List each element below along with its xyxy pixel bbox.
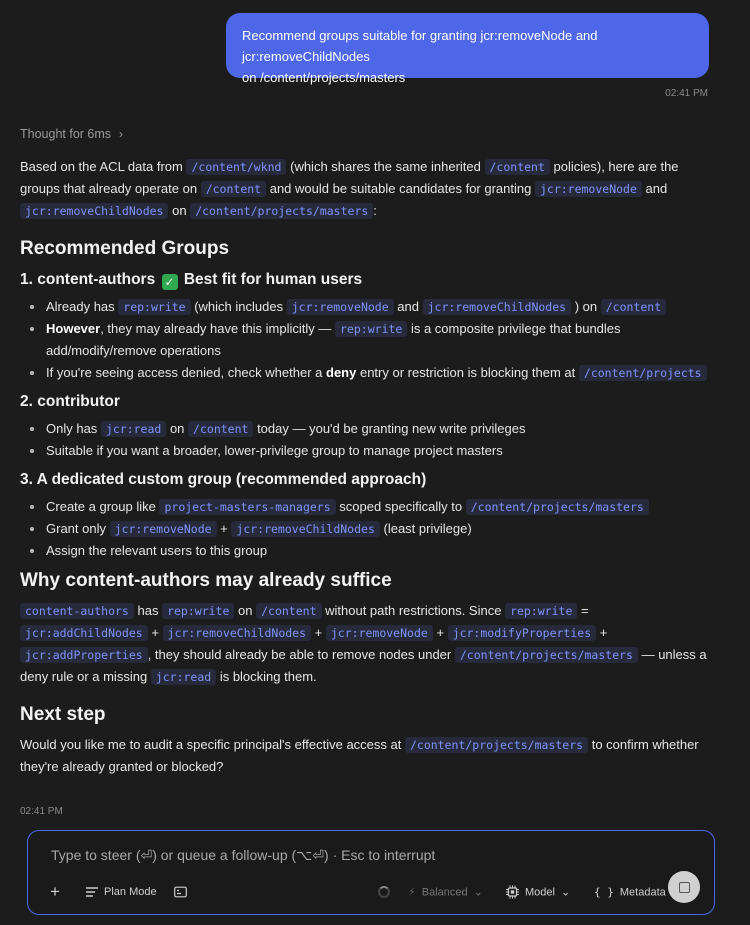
attach-context-button[interactable]: [174, 887, 187, 898]
chip-icon: [506, 886, 519, 899]
user-message-timestamp: 02:41 PM: [665, 88, 708, 99]
code-snippet: project-masters-managers: [159, 499, 335, 515]
stop-icon: [679, 882, 690, 893]
code-snippet: /content: [188, 421, 253, 437]
heading-group-3: 3. A dedicated custom group (recommended approach): [20, 471, 427, 488]
check-mark-icon: ✓: [162, 274, 178, 290]
plan-mode-label: Plan Mode: [104, 886, 157, 898]
group-1-list: [20, 296, 708, 384]
heading-why: Why content-authors may already suffice: [20, 570, 392, 591]
list-item: If you're seeing access denied, check whether a deny entry or restriction is blocking them at /content/projects: [20, 362, 708, 384]
list-item: Grant only jcr:removeNode + jcr:removeChildNodes (least privilege): [20, 518, 708, 540]
code-snippet: jcr:addProperties: [20, 647, 148, 663]
list-item: Already has rep:write (which includes jcr:removeNode and jcr:removeChildNodes ) on /content: [20, 296, 708, 318]
list-item: Assign the relevant users to this group: [20, 540, 708, 562]
thought-label: Thought for 6ms: [20, 127, 112, 141]
user-message-bubble: [226, 13, 709, 85]
code-snippet: /content/projects/masters: [466, 499, 649, 515]
heading-group-1: 1. content-authors ✓ Best fit for human users: [20, 271, 363, 289]
stop-button[interactable]: [668, 871, 700, 903]
group-3-list: [20, 496, 708, 562]
metadata-button[interactable]: [594, 886, 666, 899]
code-snippet: jcr:removeChildNodes: [423, 299, 571, 315]
code-snippet: jcr:modifyProperties: [448, 625, 596, 641]
code-snippet: jcr:read: [101, 421, 166, 437]
list-icon: [86, 887, 98, 897]
braces-icon: { }: [594, 885, 614, 899]
model-label: Model: [525, 886, 555, 898]
heading-group-2: 2. contributor: [20, 393, 120, 410]
code-snippet: content-authors: [20, 603, 134, 619]
metadata-label: Metadata: [619, 886, 666, 898]
code-snippet: jcr:removeChildNodes: [163, 625, 311, 641]
heading-recommended-groups: Recommended Groups: [20, 238, 230, 259]
code-snippet: jcr:removeNode: [110, 521, 217, 537]
balanced-label: Balanced: [421, 886, 468, 898]
chevron-down-icon: ⌄: [560, 886, 571, 899]
code-snippet: /content: [601, 299, 666, 315]
spinner-icon: [378, 886, 390, 898]
why-paragraph: content-authors has rep:write on /content without path restrictions. Since rep:write = jcr:addChildNodes + jcr:removeChildNodes + jcr:removeNode + jcr:modifyProperties + jcr:addProperties , they should already be able to remove nodes under /content/projects/masters — unless a deny rule or a missing jcr:read is blocking them.: [20, 603, 707, 684]
code-snippet: jcr:removeNode: [535, 181, 642, 197]
heading-next-step: Next step: [20, 704, 106, 725]
model-selector[interactable]: [506, 886, 570, 899]
user-message-line-1: Recommend groups suitable for granting jcr:removeNode and jcr:removeChildNodes: [242, 28, 598, 64]
intro-paragraph: Based on the ACL data from /content/wknd (which shares the same inherited /content policies), here are the groups that already operate on /content and would be suitable candidates for granting jcr:removeNode and jcr:removeChildNodes on /content/projects/masters :: [20, 159, 679, 218]
loading-spinner: [378, 886, 390, 898]
code-snippet: /content: [201, 181, 266, 197]
code-snippet: rep:write: [505, 603, 577, 619]
code-snippet: rep:write: [118, 299, 190, 315]
code-snippet: /content/projects: [579, 365, 707, 381]
group-2-list: [20, 418, 708, 462]
composer-toolbar: [28, 877, 714, 907]
code-snippet: rep:write: [162, 603, 234, 619]
assistant-response: [20, 156, 708, 778]
code-snippet: jcr:removeNode: [287, 299, 394, 315]
code-snippet: jcr:removeNode: [326, 625, 433, 641]
thought-toggle[interactable]: [20, 127, 123, 141]
code-snippet: jcr:removeChildNodes: [20, 203, 168, 219]
code-snippet: rep:write: [335, 321, 407, 337]
assistant-timestamp: 02:41 PM: [20, 806, 63, 817]
add-icon[interactable]: +: [50, 882, 60, 901]
list-item: Only has jcr:read on /content today — you'd be granting new write privileges: [20, 418, 708, 440]
chevron-down-icon: ⌄: [473, 886, 483, 899]
terminal-icon: [174, 887, 187, 898]
code-snippet: jcr:read: [151, 669, 216, 685]
code-snippet: jcr:addChildNodes: [20, 625, 148, 641]
code-snippet: /content/wknd: [186, 159, 286, 175]
balanced-selector[interactable]: [408, 886, 483, 899]
list-item: However, they may already have this implicitly — rep:write is a composite privilege that bundles add/modify/remove operations: [20, 318, 708, 362]
composer-input[interactable]: Type to steer (⏎) or queue a follow-up (⌥⏎) · Esc to interrupt: [51, 847, 436, 863]
user-message-line-2: on /content/projects/masters: [242, 70, 406, 85]
code-snippet: /content: [485, 159, 550, 175]
code-snippet: /content/projects/masters: [405, 737, 588, 753]
composer[interactable]: [27, 830, 715, 915]
code-snippet: /content/projects/masters: [190, 203, 373, 219]
code-snippet: /content/projects/masters: [455, 647, 638, 663]
code-snippet: jcr:removeChildNodes: [231, 521, 379, 537]
code-snippet: /content: [256, 603, 321, 619]
lightning-icon: ⚡: [408, 886, 416, 899]
plan-mode-button[interactable]: [86, 886, 157, 898]
chevron-right-icon: ›: [119, 127, 124, 141]
list-item: Create a group like project-masters-managers scoped specifically to /content/projects/masters: [20, 496, 708, 518]
next-paragraph: Would you like me to audit a specific principal's effective access at /content/projects/masters to confirm whether they're already granted or blocked?: [20, 737, 699, 774]
list-item: Suitable if you want a broader, lower-privilege group to manage project masters: [20, 440, 708, 462]
